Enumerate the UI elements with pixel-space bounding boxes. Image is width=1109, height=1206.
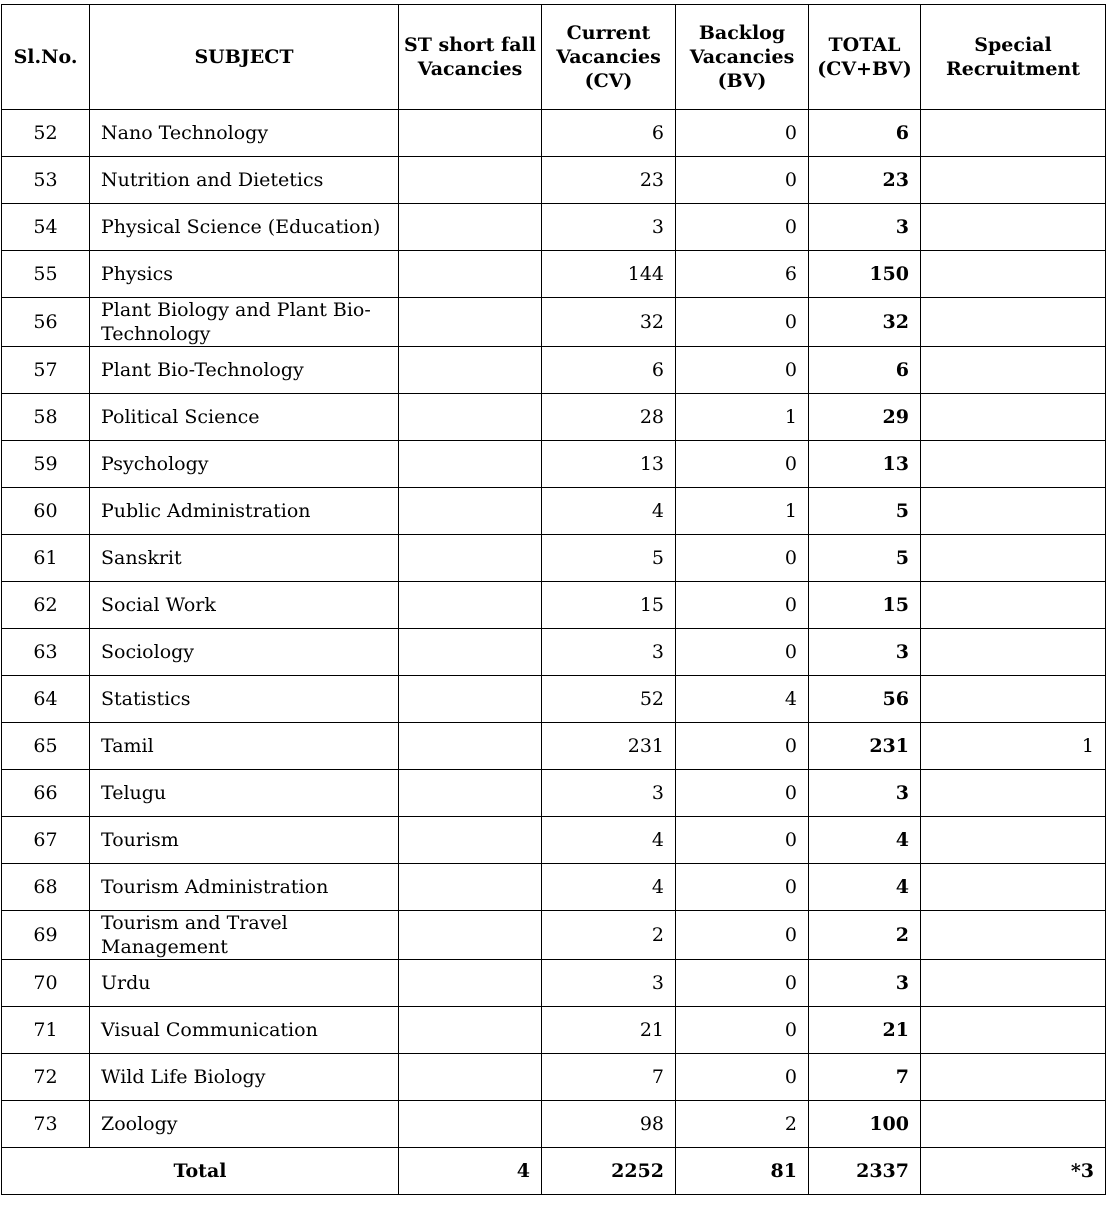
cell-slno: 72 [2,1054,90,1101]
cell-backlog-vacancies: 2 [676,1101,809,1148]
cell-st-shortfall [399,676,542,723]
cell-st-shortfall [399,864,542,911]
cell-st-shortfall [399,394,542,441]
cell-subject: Sociology [90,629,399,676]
cell-subject: Plant Biology and Plant Bio-Technology [90,298,399,347]
cell-current-vacancies: 3 [542,629,676,676]
table-row [2,535,1106,582]
table-row [2,911,1106,960]
cell-total: 4 [809,817,921,864]
cell-special-recruitment: 1 [921,723,1106,770]
cell-special-recruitment [921,157,1106,204]
cell-special-recruitment [921,298,1106,347]
cell-subject: Tourism Administration [90,864,399,911]
table-row [2,1054,1106,1101]
cell-subject: Urdu [90,960,399,1007]
cell-backlog-vacancies: 0 [676,347,809,394]
total-row [2,1148,1106,1195]
cell-backlog-vacancies: 0 [676,770,809,817]
cell-subject: Physical Science (Education) [90,204,399,251]
cell-special-recruitment [921,676,1106,723]
table-row [2,1101,1106,1148]
cell-total: 23 [809,157,921,204]
cell-backlog-vacancies: 0 [676,960,809,1007]
cell-special-recruitment [921,770,1106,817]
cell-current-vacancies: 32 [542,298,676,347]
cell-total: 6 [809,110,921,157]
cell-current-vacancies: 23 [542,157,676,204]
table-row [2,770,1106,817]
total-label: Total [2,1148,399,1195]
cell-backlog-vacancies: 0 [676,298,809,347]
cell-slno: 55 [2,251,90,298]
cell-total: 2 [809,911,921,960]
cell-backlog-vacancies: 1 [676,394,809,441]
cell-subject: Tamil [90,723,399,770]
cell-slno: 67 [2,817,90,864]
cell-slno: 60 [2,488,90,535]
cell-st-shortfall [399,251,542,298]
cell-backlog-vacancies: 0 [676,582,809,629]
cell-st-shortfall [399,488,542,535]
cell-slno: 53 [2,157,90,204]
cell-subject: Tourism [90,817,399,864]
cell-st-shortfall [399,817,542,864]
cell-st-shortfall [399,1101,542,1148]
cell-backlog-vacancies: 0 [676,911,809,960]
cell-total: 3 [809,204,921,251]
cell-st-shortfall [399,204,542,251]
total-special-recruitment: *3 [921,1148,1106,1195]
cell-subject: Public Administration [90,488,399,535]
cell-backlog-vacancies: 0 [676,864,809,911]
table-row [2,251,1106,298]
cell-current-vacancies: 144 [542,251,676,298]
col-header-subject: SUBJECT [90,5,399,110]
cell-special-recruitment [921,1007,1106,1054]
cell-current-vacancies: 21 [542,1007,676,1054]
cell-st-shortfall [399,582,542,629]
cell-backlog-vacancies: 0 [676,817,809,864]
cell-total: 100 [809,1101,921,1148]
header-row [2,5,1106,110]
cell-current-vacancies: 6 [542,347,676,394]
cell-slno: 61 [2,535,90,582]
col-header-slno: Sl.No. [2,5,90,110]
cell-backlog-vacancies: 0 [676,1007,809,1054]
cell-current-vacancies: 3 [542,770,676,817]
cell-backlog-vacancies: 0 [676,1054,809,1101]
table-row [2,347,1106,394]
cell-special-recruitment [921,629,1106,676]
cell-current-vacancies: 28 [542,394,676,441]
cell-st-shortfall [399,770,542,817]
col-header-special-recruitment: Special Recruitment [921,5,1106,110]
cell-current-vacancies: 98 [542,1101,676,1148]
table-row [2,864,1106,911]
cell-slno: 59 [2,441,90,488]
table-row [2,110,1106,157]
cell-subject: Telugu [90,770,399,817]
cell-st-shortfall [399,1007,542,1054]
cell-current-vacancies: 7 [542,1054,676,1101]
cell-st-shortfall [399,1054,542,1101]
cell-st-shortfall [399,535,542,582]
cell-backlog-vacancies: 0 [676,535,809,582]
cell-current-vacancies: 2 [542,911,676,960]
table-body [2,110,1106,1148]
col-header-total: TOTAL (CV+BV) [809,5,921,110]
cell-current-vacancies: 3 [542,960,676,1007]
table-row [2,441,1106,488]
cell-st-shortfall [399,110,542,157]
cell-total: 56 [809,676,921,723]
cell-st-shortfall [399,347,542,394]
cell-special-recruitment [921,582,1106,629]
cell-total: 5 [809,535,921,582]
cell-backlog-vacancies: 0 [676,723,809,770]
cell-total: 13 [809,441,921,488]
cell-slno: 54 [2,204,90,251]
table-row [2,1007,1106,1054]
cell-total: 21 [809,1007,921,1054]
cell-subject: Plant Bio-Technology [90,347,399,394]
table-row [2,204,1106,251]
cell-special-recruitment [921,1054,1106,1101]
total-backlog-vacancies: 81 [676,1148,809,1195]
cell-total: 32 [809,298,921,347]
table-row [2,298,1106,347]
cell-total: 231 [809,723,921,770]
total-current-vacancies: 2252 [542,1148,676,1195]
cell-slno: 64 [2,676,90,723]
cell-special-recruitment [921,251,1106,298]
table-row [2,582,1106,629]
cell-slno: 65 [2,723,90,770]
cell-slno: 66 [2,770,90,817]
cell-current-vacancies: 3 [542,204,676,251]
cell-special-recruitment [921,960,1106,1007]
cell-total: 5 [809,488,921,535]
cell-current-vacancies: 231 [542,723,676,770]
cell-st-shortfall [399,960,542,1007]
cell-special-recruitment [921,441,1106,488]
cell-st-shortfall [399,629,542,676]
cell-slno: 63 [2,629,90,676]
vacancy-table [1,4,1106,1195]
cell-total: 29 [809,394,921,441]
cell-special-recruitment [921,535,1106,582]
cell-special-recruitment [921,1101,1106,1148]
cell-total: 4 [809,864,921,911]
cell-backlog-vacancies: 4 [676,676,809,723]
cell-slno: 56 [2,298,90,347]
cell-backlog-vacancies: 6 [676,251,809,298]
cell-current-vacancies: 4 [542,488,676,535]
cell-subject: Psychology [90,441,399,488]
col-header-current-vacancies: Current Vacancies (CV) [542,5,676,110]
cell-total: 150 [809,251,921,298]
cell-special-recruitment [921,488,1106,535]
cell-current-vacancies: 13 [542,441,676,488]
cell-special-recruitment [921,110,1106,157]
cell-subject: Political Science [90,394,399,441]
cell-subject: Sanskrit [90,535,399,582]
table-row [2,157,1106,204]
table-row [2,723,1106,770]
cell-slno: 62 [2,582,90,629]
table-row [2,629,1106,676]
cell-special-recruitment [921,817,1106,864]
cell-subject: Statistics [90,676,399,723]
cell-special-recruitment [921,204,1106,251]
cell-backlog-vacancies: 0 [676,110,809,157]
cell-subject: Wild Life Biology [90,1054,399,1101]
table-row [2,394,1106,441]
total-grand-total: 2337 [809,1148,921,1195]
table-row [2,817,1106,864]
cell-special-recruitment [921,394,1106,441]
cell-slno: 58 [2,394,90,441]
cell-slno: 73 [2,1101,90,1148]
cell-total: 3 [809,960,921,1007]
cell-total: 7 [809,1054,921,1101]
cell-subject: Visual Communication [90,1007,399,1054]
cell-subject: Nutrition and Dietetics [90,157,399,204]
total-st-shortfall: 4 [399,1148,542,1195]
table-row [2,488,1106,535]
cell-current-vacancies: 4 [542,817,676,864]
cell-current-vacancies: 15 [542,582,676,629]
cell-st-shortfall [399,911,542,960]
cell-slno: 57 [2,347,90,394]
cell-subject: Social Work [90,582,399,629]
cell-special-recruitment [921,347,1106,394]
cell-slno: 69 [2,911,90,960]
cell-current-vacancies: 6 [542,110,676,157]
col-header-st-shortfall: ST short fall Vacancies [399,5,542,110]
cell-subject: Nano Technology [90,110,399,157]
cell-current-vacancies: 4 [542,864,676,911]
cell-slno: 52 [2,110,90,157]
cell-backlog-vacancies: 0 [676,441,809,488]
cell-total: 15 [809,582,921,629]
cell-st-shortfall [399,157,542,204]
cell-special-recruitment [921,864,1106,911]
cell-total: 3 [809,770,921,817]
cell-subject: Physics [90,251,399,298]
cell-current-vacancies: 52 [542,676,676,723]
cell-subject: Tourism and Travel Management [90,911,399,960]
cell-total: 3 [809,629,921,676]
cell-backlog-vacancies: 0 [676,204,809,251]
table-row [2,960,1106,1007]
cell-total: 6 [809,347,921,394]
table-row [2,676,1106,723]
cell-backlog-vacancies: 1 [676,488,809,535]
cell-st-shortfall [399,723,542,770]
cell-subject: Zoology [90,1101,399,1148]
cell-st-shortfall [399,441,542,488]
cell-slno: 71 [2,1007,90,1054]
cell-st-shortfall [399,298,542,347]
cell-slno: 70 [2,960,90,1007]
cell-backlog-vacancies: 0 [676,157,809,204]
cell-current-vacancies: 5 [542,535,676,582]
col-header-backlog-vacancies: Backlog Vacancies (BV) [676,5,809,110]
cell-backlog-vacancies: 0 [676,629,809,676]
cell-special-recruitment [921,911,1106,960]
cell-slno: 68 [2,864,90,911]
